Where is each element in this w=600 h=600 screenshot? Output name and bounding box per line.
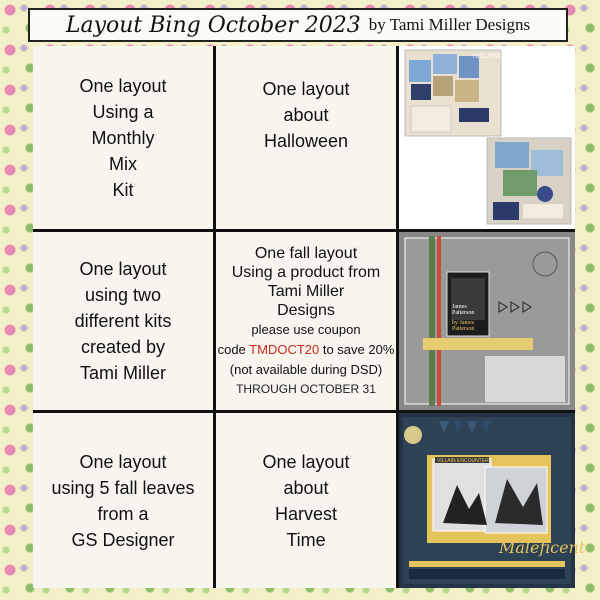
coupon-discount: to save 20% — [319, 342, 395, 357]
flower-cluster-icon — [404, 426, 422, 444]
ribbon-strip — [429, 236, 435, 406]
journal-block — [485, 356, 565, 402]
cell-text: Tami Miller — [79, 363, 166, 383]
bingo-cell-james-patterson-layout — [399, 232, 575, 410]
coupon-code: TMDOCT20 — [249, 342, 320, 357]
journal-block — [523, 204, 563, 218]
bottom-band — [409, 569, 565, 579]
cell-text: Halloween — [263, 131, 349, 151]
cell-text: One layout — [262, 79, 350, 99]
cell-text: about — [283, 105, 329, 125]
bingo-grid — [33, 46, 586, 588]
coupon-note: (not available during DSD) — [229, 362, 383, 377]
cell-text: Using a — [92, 101, 154, 122]
hollywood-layout-thumbnails — [399, 46, 575, 229]
title-banner — [28, 8, 568, 42]
cell-text: Designs — [277, 302, 335, 319]
cell-text: different kits — [74, 311, 172, 331]
bingo-cell-maleficent-layout — [399, 413, 586, 588]
photo-hill — [455, 80, 479, 102]
coupon-code-prefix: code — [217, 342, 250, 357]
book-text: James — [452, 304, 467, 310]
cell-text: One layout — [79, 259, 167, 279]
yellow-strip — [423, 338, 533, 350]
ribbon-strip — [437, 236, 441, 406]
coupon-deadline: THROUGH OCTOBER 31 — [236, 382, 376, 396]
photo-coast — [503, 170, 537, 196]
photo-ocean — [495, 142, 529, 168]
cell-text: created by — [80, 337, 166, 357]
cell-text: One layout — [262, 451, 350, 472]
bingo-cell-hollywood-photos — [399, 46, 575, 229]
page-title: Layout Bing October 2023 — [65, 12, 361, 38]
bingo-cell-two-kits — [33, 232, 213, 410]
cell-text: from a — [97, 503, 149, 524]
page-byline: by Tami Miller Designs — [368, 15, 531, 34]
cell-text: One layout — [79, 75, 167, 96]
cell-text: Monthly — [91, 127, 155, 148]
cell-text: One layout — [79, 451, 167, 472]
cell-text: Tami Miller — [267, 283, 345, 300]
bingo-cell-harvest — [216, 413, 396, 588]
cell-text: Kit — [112, 179, 134, 200]
maleficent-layout-thumbnail — [399, 413, 586, 588]
cell-text: Harvest — [274, 503, 337, 524]
coupon-text: please use coupon — [251, 322, 361, 337]
bingo-cell-halloween — [216, 46, 396, 229]
photo-block — [493, 202, 519, 220]
cell-text: using two — [84, 285, 162, 305]
photo-sky — [433, 54, 457, 74]
cell-text: Using a product from — [231, 264, 381, 281]
cell-text: using 5 fall leaves — [51, 477, 195, 498]
book-text: by James — [452, 320, 475, 326]
photo-sky — [409, 60, 431, 82]
cell-text: GS Designer — [71, 529, 175, 550]
chevron-strip — [409, 561, 565, 567]
hollywood-label: HOLLYWOOD — [473, 54, 512, 60]
cell-text: One fall layout — [254, 245, 358, 262]
photo-hill — [433, 76, 453, 96]
bingo-cell-fall-leaves — [33, 413, 213, 588]
cell-text: Mix — [109, 153, 137, 174]
book-layout-thumbnail — [399, 232, 575, 410]
bingo-cell-tmd-product — [216, 232, 396, 410]
photo-block — [411, 84, 431, 100]
book-text: Patterson — [452, 326, 475, 332]
villain-label: VILLAIN ENCOUNTER — [437, 458, 489, 464]
cell-text: about — [283, 477, 329, 498]
maleficent-title: Maleficent — [499, 538, 586, 557]
bingo-cell-monthly-mix — [33, 46, 213, 229]
coupon-code-line — [218, 340, 395, 360]
journal-block — [411, 106, 451, 132]
book-text: Patterson — [452, 310, 475, 316]
photo-block — [459, 108, 489, 122]
flower-icon — [537, 186, 553, 202]
cell-text: Time — [286, 529, 326, 550]
